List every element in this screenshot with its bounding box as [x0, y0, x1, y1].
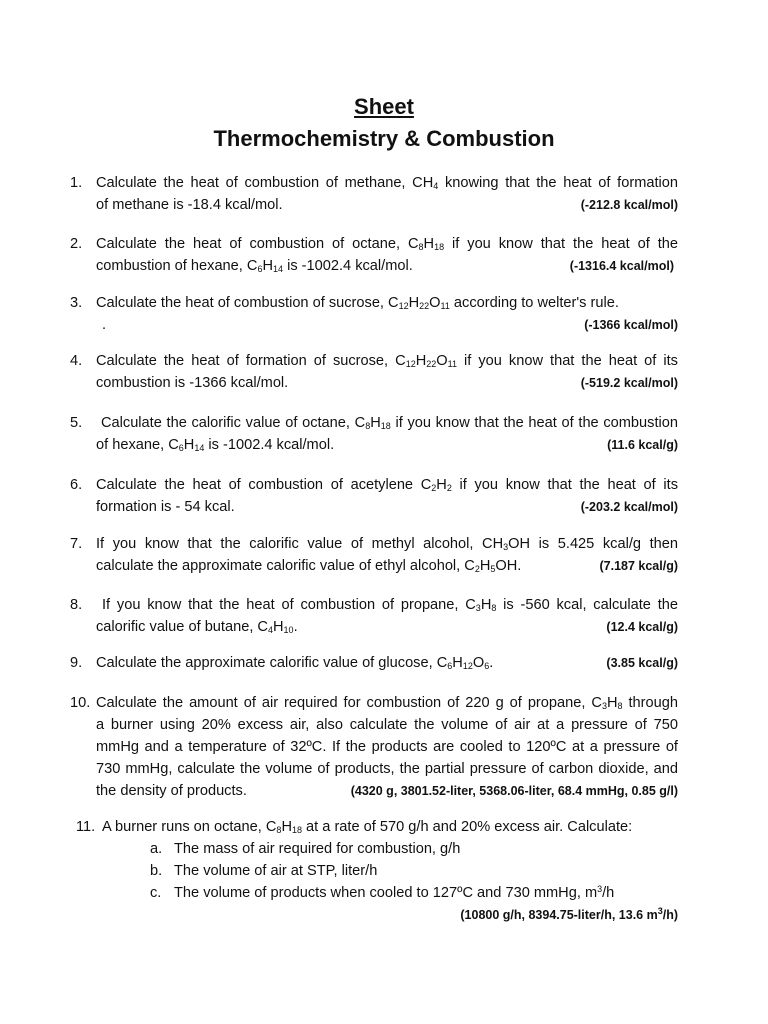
- question-1: [70, 172, 678, 216]
- question-text: Calculate the approximate calorific value of glucose, $C_6H_{12}O_6$.: [96, 655, 494, 671]
- question-text: If you know that the heat of combustion of propane, $C_3H_8$ is -560 kcal, calculate the: [102, 597, 678, 613]
- question-text-line-2: of hexane, $C_6H_{14}$ is -1002.4 kcal/mol.: [96, 437, 335, 453]
- list-item: a. The mass of air required for combustion, g/h: [150, 841, 461, 857]
- answer: (-1366 kcal/mol): [584, 318, 678, 332]
- question-text: Calculate the heat of combustion of octane, $C_8H_{18}$ if you know that the heat of the: [96, 236, 679, 252]
- question-4: [70, 350, 678, 394]
- question-7: [70, 533, 678, 577]
- question-text-line-2: .: [102, 317, 107, 333]
- question-text: Calculate the amount of air required for combustion of 220 g of propane, $C_3H_8$ through: [96, 695, 678, 711]
- question-number: 10.: [70, 695, 91, 711]
- answer: (-1316.4 kcal/mol): [569, 259, 674, 273]
- question-text-line-4: 730 mmHg, calculate the volume of products, the partial pressure of carbon dioxide, and: [96, 761, 678, 777]
- sub-question-list: [150, 838, 678, 904]
- question-number: 2.: [70, 236, 83, 252]
- question-text-line-2: combustion of hexane, $C_6H_{14}$ is -1002.4 kcal/mol.: [96, 258, 413, 274]
- answer: (-203.2 kcal/mol): [580, 500, 678, 514]
- question-9: [70, 652, 678, 674]
- question-5: [70, 412, 678, 456]
- question-text-line-2: calorific value of butane, $C_4H_{10}$.: [96, 619, 298, 635]
- question-text-line-2: formation is - 54 kcal.: [96, 499, 235, 515]
- question-text-line-2: combustion is -1366 kcal/mol.: [96, 375, 289, 391]
- question-text-line-5: the density of products.: [96, 783, 247, 799]
- answer: (-519.2 kcal/mol): [580, 376, 678, 390]
- question-3: [70, 292, 678, 336]
- question-10: [70, 692, 678, 802]
- question-text-line-2: a burner using 20% excess air, also calculate the volume of air at a pressure of 750: [96, 717, 678, 733]
- question-text: Calculate the heat of combustion of methane, $CH_4$ knowing that the heat of formation: [96, 175, 678, 191]
- question-8: [70, 594, 678, 638]
- question-text: If you know that the calorific value of methyl alcohol, $CH_3OH$ is 5.425 kcal/g then: [96, 536, 678, 552]
- list-item: c. The volume of products when cooled to 127ºC and 730 mmHg, $m^3/h$: [150, 884, 615, 901]
- question-6: [70, 474, 678, 518]
- question-number: 3.: [70, 295, 83, 311]
- question-text-line-2: calculate the approximate calorific value of ethyl alcohol, $C_2H_5OH$.: [96, 558, 522, 574]
- question-text: Calculate the calorific value of octane, $C_8H_{18}$ if you know that the heat of the combustion: [101, 415, 678, 431]
- question-number: 11.: [76, 819, 96, 835]
- answer: (10800 g/h, 8394.75-liter/h, 13.6 $m^3/h$): [460, 906, 678, 922]
- answer: (7.187 kcal/g): [599, 559, 678, 573]
- answer: (12.4 kcal/g): [606, 620, 678, 634]
- question-2: [70, 233, 678, 277]
- page-title: Thermochemistry & Combustion: [213, 126, 555, 151]
- question-number: 9.: [70, 655, 83, 671]
- question-text-line-3: mmHg and a temperature of 32ºC. If the products are cooled to 120ºC at a pressure of: [96, 739, 678, 755]
- question-text: Calculate the heat of combustion of acetylene $C_2H_2$ if you know that the heat of its: [96, 477, 678, 493]
- question-number: 1.: [70, 175, 83, 191]
- question-11: [76, 816, 678, 922]
- question-number: 4.: [70, 353, 83, 369]
- answer: (4320 g, 3801.52-liter, 5368.06-liter, 68.4 mmHg, 0.85 g/l): [350, 784, 678, 798]
- question-text: Calculate the heat of formation of sucrose, $C_{12}H_{22}O_{11}$ if you know that the heat of its: [96, 353, 678, 369]
- sheet-heading: Sheet: [354, 94, 414, 119]
- question-number: 7.: [70, 536, 83, 552]
- question-text: A burner runs on octane, $C_8H_{18}$ at a rate of 570 g/h and 20% excess air. Calculate:: [102, 819, 633, 835]
- list-item: b. The volume of air at STP, liter/h: [150, 863, 378, 879]
- question-text: Calculate the heat of combustion of sucrose, $C_{12}H_{22}O_{11}$ according to welter's rule.: [96, 295, 619, 311]
- question-number: 5.: [70, 415, 83, 431]
- question-text-line-2: of methane is -18.4 kcal/mol.: [96, 197, 283, 213]
- question-number: 8.: [70, 597, 83, 613]
- answer: (-212.8 kcal/mol): [580, 198, 678, 212]
- answer: (11.6 kcal/g): [607, 438, 678, 452]
- question-number: 6.: [70, 477, 83, 493]
- answer: (3.85 kcal/g): [606, 656, 678, 670]
